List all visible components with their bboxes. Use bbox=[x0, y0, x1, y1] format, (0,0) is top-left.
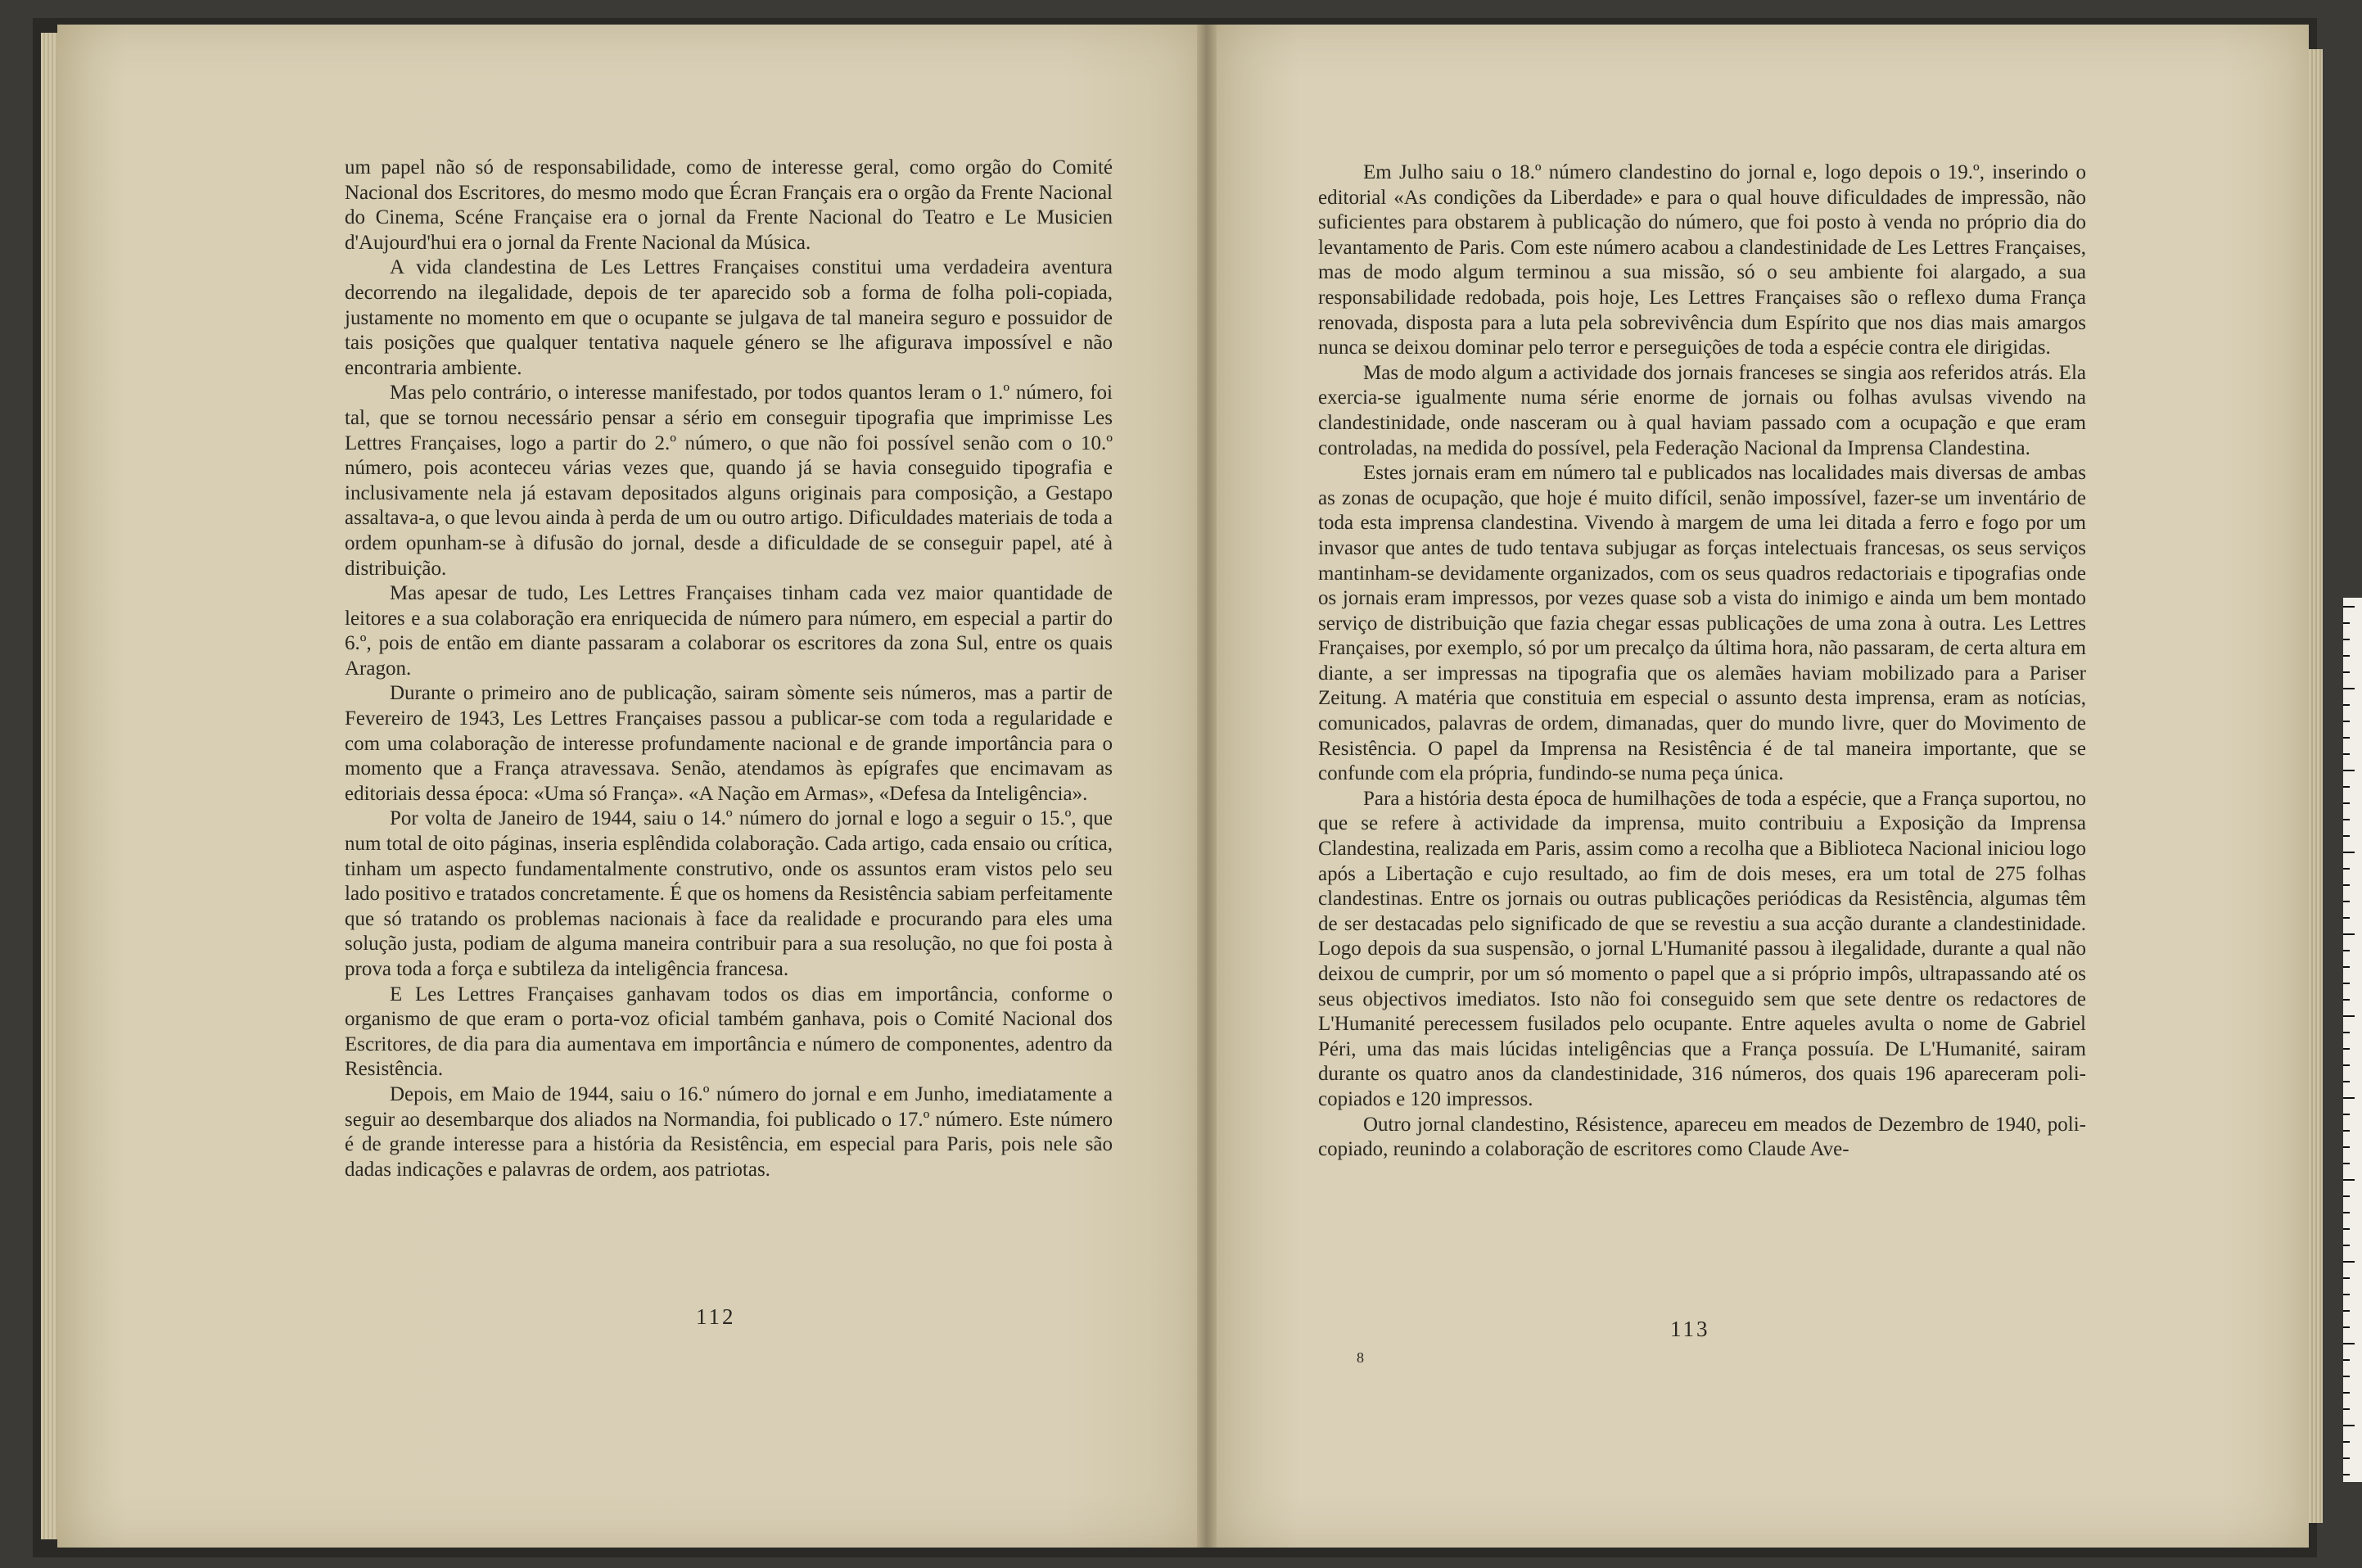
paragraph: E Les Lettres Françaises ganhavam todos os dias em importância, conforme o organismo de que eram o porta-voz oficial também ganhava, pois o Comité Nacional dos Escritores, de dia para dia aumentava em importância e número de componentes, adentro da Resistência. bbox=[345, 983, 1113, 1081]
ruler-tick bbox=[2343, 966, 2350, 968]
ruler-tick bbox=[2343, 1146, 2350, 1148]
ruler-tick bbox=[2343, 1261, 2355, 1263]
ruler-tick bbox=[2343, 1212, 2350, 1213]
ruler-tick bbox=[2343, 868, 2350, 870]
ruler-tick bbox=[2343, 1441, 2350, 1443]
ruler-tick bbox=[2343, 1015, 2355, 1017]
right-page-text bbox=[1318, 160, 2086, 1163]
ruler-tick bbox=[2343, 655, 2350, 657]
ruler-tick bbox=[2343, 1245, 2350, 1246]
ruler-tick bbox=[2343, 1408, 2350, 1410]
ruler-tick bbox=[2343, 802, 2350, 804]
paragraph: A vida clandestina de Les Lettres Françaises constitui uma verdadeira aventura decorrendo na ilegalidade, depois de ter aparecido sob a forma de folha poli-copiada, justamente no momento em que o ocupante se julgava de tal maneira seguro e possuidor de tais posições que qualquer tentativa naquele género se lhe afigurava impossível e não encontraria ambiente. bbox=[345, 256, 1113, 379]
ruler-tick bbox=[2343, 1032, 2350, 1033]
paragraph: um papel não só de responsabilidade, como de interesse geral, como orgão do Comité Nacional dos Escritores, do mesmo modo que Écran Français era o orgão da Frente Nacional do Cinema, Scéne Française era o jornal da Frente Nacional do Teatro e Le Musicien d'Aujourd'hui era o jornal da Frente Nacional da Música. bbox=[345, 156, 1113, 254]
ruler-tick bbox=[2343, 1343, 2355, 1344]
ruler-tick bbox=[2343, 671, 2350, 673]
book-gutter bbox=[1197, 25, 1217, 1548]
ruler-tick bbox=[2343, 1277, 2350, 1279]
ruler-tick bbox=[2343, 835, 2350, 837]
ruler-tick bbox=[2343, 1195, 2350, 1197]
paragraph: Em Julho saiu o 18.º número clandestino do jornal e, logo depois o 19.º, inserindo o editorial «As condições da Liberdade» e para o qual houve dificuldades de impressão, não suficientes para obstarem à publicação do número, que foi posto à venda no próprio dia do levantamento de Paris. Com este número acabou a clandestinidade de Les Lettres Françaises, mas de modo algum terminou a sua missão, só o seu ambiente foi alargado, a sua responsabilidade redobada, pois hoje, Les Lettres Françaises são o reflexo duma França renovada, disposta para a luta pela sobrevivência dum Espírito que nos dias mais amargos nunca se deixou dominar pelo terror e perseguições de toda a espécie contra ele dirigidas. bbox=[1318, 161, 2086, 359]
ruler-tick bbox=[2343, 917, 2350, 919]
ruler-tick bbox=[2343, 901, 2350, 902]
ruler-tick bbox=[2343, 753, 2350, 755]
ruler-tick bbox=[2343, 786, 2350, 788]
ruler-tick bbox=[2343, 999, 2350, 1001]
ruler-tick bbox=[2343, 1130, 2350, 1132]
ruler-tick bbox=[2343, 1392, 2350, 1394]
ruler-tick bbox=[2343, 1228, 2350, 1230]
ruler-tick bbox=[2343, 1114, 2350, 1115]
ruler-tick bbox=[2343, 704, 2350, 706]
page-number-left: 112 bbox=[696, 1304, 736, 1329]
signature-mark: 8 bbox=[1357, 1349, 1364, 1366]
ruler-tick bbox=[2343, 1425, 2355, 1426]
ruler-tick bbox=[2343, 1097, 2355, 1099]
paragraph: Mas apesar de tudo, Les Lettres Françaises tinham cada vez maior quantidade de leitores e a sua colaboração era enriquecida de número para número, em especial a partir do 6.º, pois de então em diante passaram a colaborar os escritores da zona Sul, entre os quais Aragon. bbox=[345, 582, 1113, 680]
paragraph: Outro jornal clandestino, Résistence, apareceu em meados de Dezembro de 1940, poli-copiado, reunindo a colaboração de escritores como Claude Ave- bbox=[1318, 1113, 2086, 1161]
ruler-tick bbox=[2343, 639, 2350, 640]
ruler-tick bbox=[2343, 1474, 2350, 1475]
ruler-tick bbox=[2343, 721, 2350, 722]
ruler-tick bbox=[2343, 819, 2350, 820]
ruler-tick bbox=[2343, 1326, 2350, 1328]
ruler-tick bbox=[2343, 688, 2355, 689]
ruler-tick bbox=[2343, 1359, 2350, 1361]
left-page-edges bbox=[41, 33, 59, 1539]
paragraph: Para a história desta época de humilhações de toda a espécie, que a França suportou, no que se refere à actividade da imprensa, muito contribuiu a Exposição da Imprensa Clandestina, realizada em Paris, assim como a recolha que a Biblioteca Nacional iniciou logo após a Libertação e cujo resultado, ao fim de dois meses, era um total de 275 folhas clandestinas. Entre os jornais ou outras publicações periódicas da Resistência, algumas têm de ser destacadas pelo significado de que se revestiu a sua acção durante a clandestinidade. Logo depois da sua suspensão, o jornal L'Humanité passou à ilegalidade, durante a qual não deixou de cumprir, por um só momento o papel que a si próprio impôs, ultrapassando até os seus objectivos imediatos. Isto não foi conseguido sem que sete dentre os redactores de L'Humanité perecessem fusilados pelo ocupante. Entre aqueles avulta o nome de Gabriel Péri, uma das mais lúcidas inteligências que a França possuía. De L'Humanité, sairam durante os quatro anos da clandestinidade, 316 números, dos quais 196 apareceram poli-copiados e 120 impressos. bbox=[1318, 787, 2086, 1110]
paragraph: Mas de modo algum a actividade dos jornais franceses se singia aos referidos atrás. Ela exercia-se igualmente numa série enorme de jornais ou folhas avulsas vivendo na clandestinidade, onde nasceram ou à qual haviam passado com a ocupação e que eram controladas, na medida do possível, pela Federação Nacional da Imprensa Clandestina. bbox=[1318, 361, 2086, 459]
ruler-tick bbox=[2343, 606, 2355, 608]
ruler-tick bbox=[2343, 737, 2350, 739]
ruler-tick bbox=[2343, 950, 2350, 951]
ruler-tick bbox=[2343, 1064, 2350, 1066]
left-page-text bbox=[345, 156, 1113, 1182]
ruler-tick bbox=[2343, 1310, 2350, 1312]
ruler-tick bbox=[2343, 983, 2350, 984]
ruler-tick bbox=[2343, 1048, 2350, 1050]
ruler-tick bbox=[2343, 770, 2355, 771]
ruler-tick bbox=[2343, 933, 2355, 935]
ruler-tick bbox=[2343, 1081, 2350, 1082]
page-number-right: 113 bbox=[1670, 1317, 1710, 1341]
ruler-tick bbox=[2343, 884, 2350, 886]
paragraph: Estes jornais eram em número tal e publicados nas localidades mais diversas de ambas as zonas de ocupação, que hoje é muito difícil, senão impossível, fazer-se um inventário de toda esta imprensa clandestina. Vivendo à margem de uma lei ditada a ferro e fogo por um invasor que antes de tudo tentava subjugar as forças intelectuais francesas, os seus serviços mantinham-se devidamente organizados, com os seus quadros redactoriais e tipografias onde os jornais eram impressos, por vezes quase sob a vista do inimigo e ainda um bem montado serviço de distribuição que fazia chegar essas publicações de uma zona à outra. Les Lettres Françaises, por exemplo, só por um precalço da última hora, não passaram, de certa altura em diante, a ser impressas na tipografia que os alemães haviam mobilizado para a Pariser Zeitung. A matéria que constituia em especial o assunto desta imprensa, eram as notícias, comunicados, palavras de ordem, dimanadas, quer do mundo livre, quer do Movimento de Resistência. O papel da Imprensa na Resistência é de tal maneira importante, que se confunde com ela própria, fundindo-se numa peça única. bbox=[1318, 462, 2086, 785]
ruler-tick bbox=[2343, 622, 2350, 624]
scale-ruler bbox=[2343, 598, 2362, 1482]
ruler-tick bbox=[2343, 1457, 2350, 1459]
paragraph: Depois, em Maio de 1944, saiu o 16.º número do jornal e em Junho, imediatamente a seguir ao desembarque dos aliados na Normandia, foi publicado o 17.º número. Este número é de grande interesse para a história da Resistência, em especial para Paris, pois nele são dadas indicações e palavras de ordem, aos patriotas. bbox=[345, 1082, 1113, 1181]
ruler-tick bbox=[2343, 1294, 2350, 1295]
ruler-tick bbox=[2343, 1163, 2350, 1164]
ruler-tick bbox=[2343, 1376, 2350, 1377]
paragraph: Durante o primeiro ano de publicação, sairam sòmente seis números, mas a partir de Fevereiro de 1943, Les Lettres Françaises passou a publicar-se com toda a regularidade e com uma colaboração de interesse profundamente nacional e de grande importância para o momento que a França atravessava. Senão, atendamos às epígrafes que encimavam as editoriais dessa época: «Uma só França». «A Nação em Armas», «Defesa da Inteligência». bbox=[345, 682, 1113, 805]
ruler-tick bbox=[2343, 1179, 2355, 1181]
ruler-tick bbox=[2343, 852, 2355, 853]
paragraph: Mas pelo contrário, o interesse manifestado, por todos quantos leram o 1.º número, foi tal, que se tornou necessário pensar a sério em conseguir tipografia que imprimisse Les Lettres Françaises, logo a partir do 2.º número, o que não foi possível senão com o 10.º número, pois aconteceu várias vezes que, quando já se havia conseguido tipografia e inclusivamente nela já estavam depositados alguns originais para composição, a Gestapo assaltava-a, o que levou ainda à perda de um ou outro artigo. Dificuldades materiais de toda a ordem opunham-se à difusão do jornal, desde a dificuldade de se conseguir papel, até à distribuição. bbox=[345, 382, 1113, 580]
paragraph: Por volta de Janeiro de 1944, saiu o 14.º número do jornal e logo a seguir o 15.º, que num total de oito páginas, inseria esplêndida colaboração. Cada artigo, cada ensaio ou crítica, tinham um aspecto fundamentalmente construtivo, onde os assuntos eram vistos pelo seu lado positivo e tratados concretamente. É que os homens da Resistência sabiam perfeitamente que só tratando os problemas nacionais à face da realidade e procurando para eles uma solução justa, podiam de alguma maneira contribuir para a sua resolução, no que foi posta à prova toda a força e subtileza da inteligência francesa. bbox=[345, 807, 1113, 980]
